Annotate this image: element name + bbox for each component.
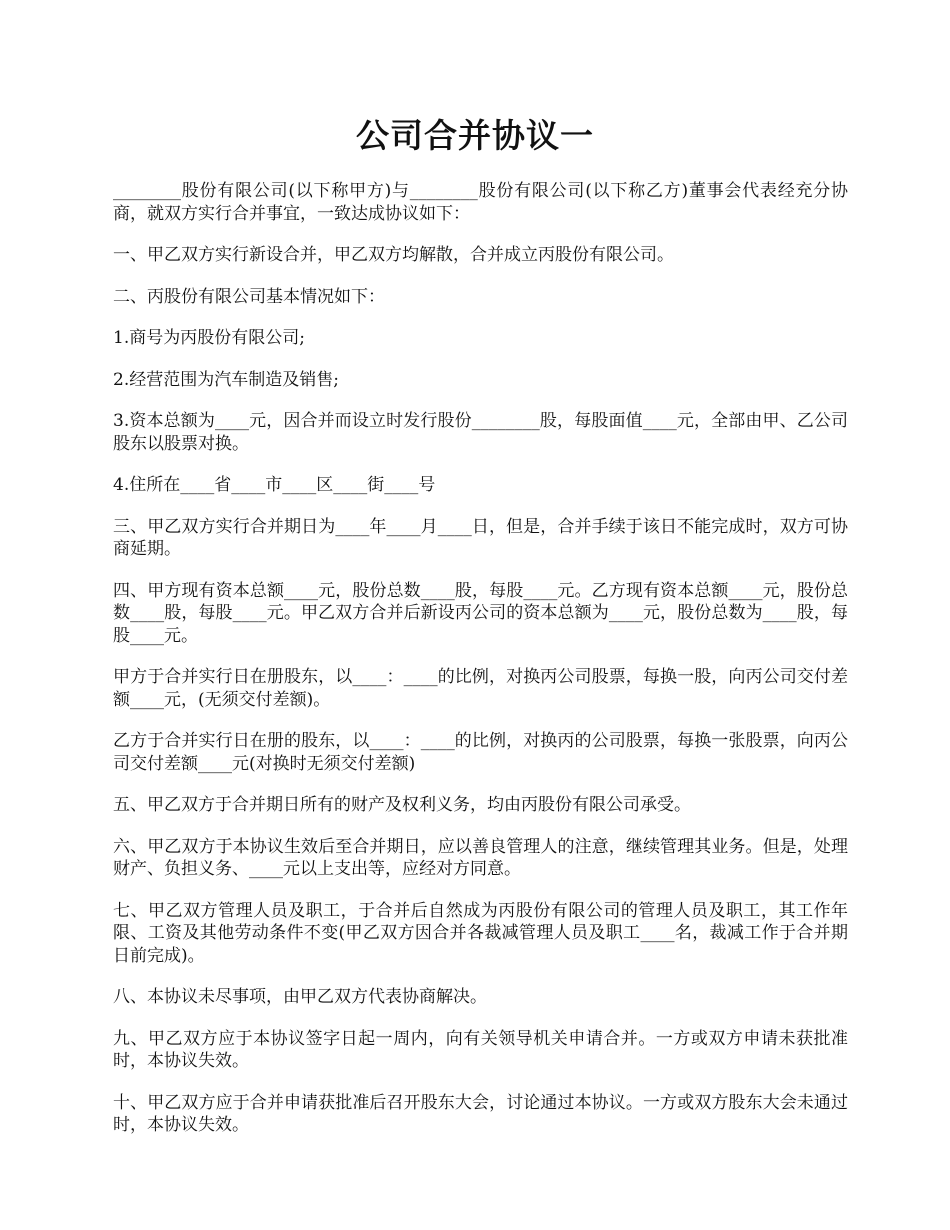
clause-4-party-a: 甲方于合并实行日在册股东，以____：____的比例，对换丙公司股票，每换一股，向丙公司交付差额____元，(无须交付差额)。 [113,667,848,710]
clause-6: 六、甲乙双方于本协议生效后至合并期日，应以善良管理人的注意，继续管理其业务。但是，处理财产、负担义务、____元以上支出等，应经对方同意。 [113,836,848,879]
intro-paragraph: ________股份有限公司(以下称甲方)与________股份有限公司(以下称乙方)董事会代表经充分协商，就双方实行合并事宜，一致达成协议如下： [113,181,848,224]
document-title: 公司合并协议一 [356,116,594,155]
clause-2-item-2: 2.经营范围为汽车制造及销售; [113,369,339,390]
clause-2-item-4: 4.住所在____省____市____区____街____号 [113,475,436,495]
clause-4: 四、甲方现有资本总额____元，股份总数____股，每股____元。乙方现有资本总额____元，股份总数____股，每股____元。甲乙双方合并后新设丙公司的资本总额为____元，股份总数为____股，每股____元。 [113,580,848,646]
clause-3: 三、甲乙双方实行合并期日为____年____月____日，但是，合并手续于该日不能完成时，双方可协商延期。 [113,516,848,559]
clause-2: 二、丙股份有限公司基本情况如下： [113,286,385,307]
clause-8: 八、本协议未尽事项，由甲乙双方代表协商解决。 [113,987,487,1007]
clause-2-item-1: 1.商号为丙股份有限公司; [113,328,305,348]
clause-7: 七、甲乙双方管理人员及职工，于合并后自然成为丙股份有限公司的管理人员及职工，其工作年限、工资及其他劳动条件不变(甲乙双方因合并各裁减管理人员及职工____名，裁减工作于合并期日前完成)。 [113,900,848,966]
document-body [113,180,848,1156]
clause-1: 一、甲乙双方实行新设合并，甲乙双方均解散，合并成立丙股份有限公司。 [113,245,674,265]
clause-10: 十、甲乙双方应于合并申请获批准后召开股东大会，讨论通过本协议。一方或双方股东大会未通过时，本协议失效。 [113,1092,848,1135]
clause-5: 五、甲乙双方于合并期日所有的财产及权利义务，均由丙股份有限公司承受。 [113,795,691,815]
clause-9: 九、甲乙双方应于本协议签字日起一周内，向有关领导机关申请合并。一方或双方申请未获批准时，本协议失效。 [113,1028,848,1071]
clause-4-party-b: 乙方于合并实行日在册的股东，以____：____的比例，对换丙的公司股票，每换一张股票，向丙公司交付差额____元(对换时无须交付差额) [113,731,848,774]
clause-2-item-3: 3.资本总额为____元，因合并而设立时发行股份________股，每股面值____元，全部由甲、乙公司股东以股票对换。 [113,411,848,454]
